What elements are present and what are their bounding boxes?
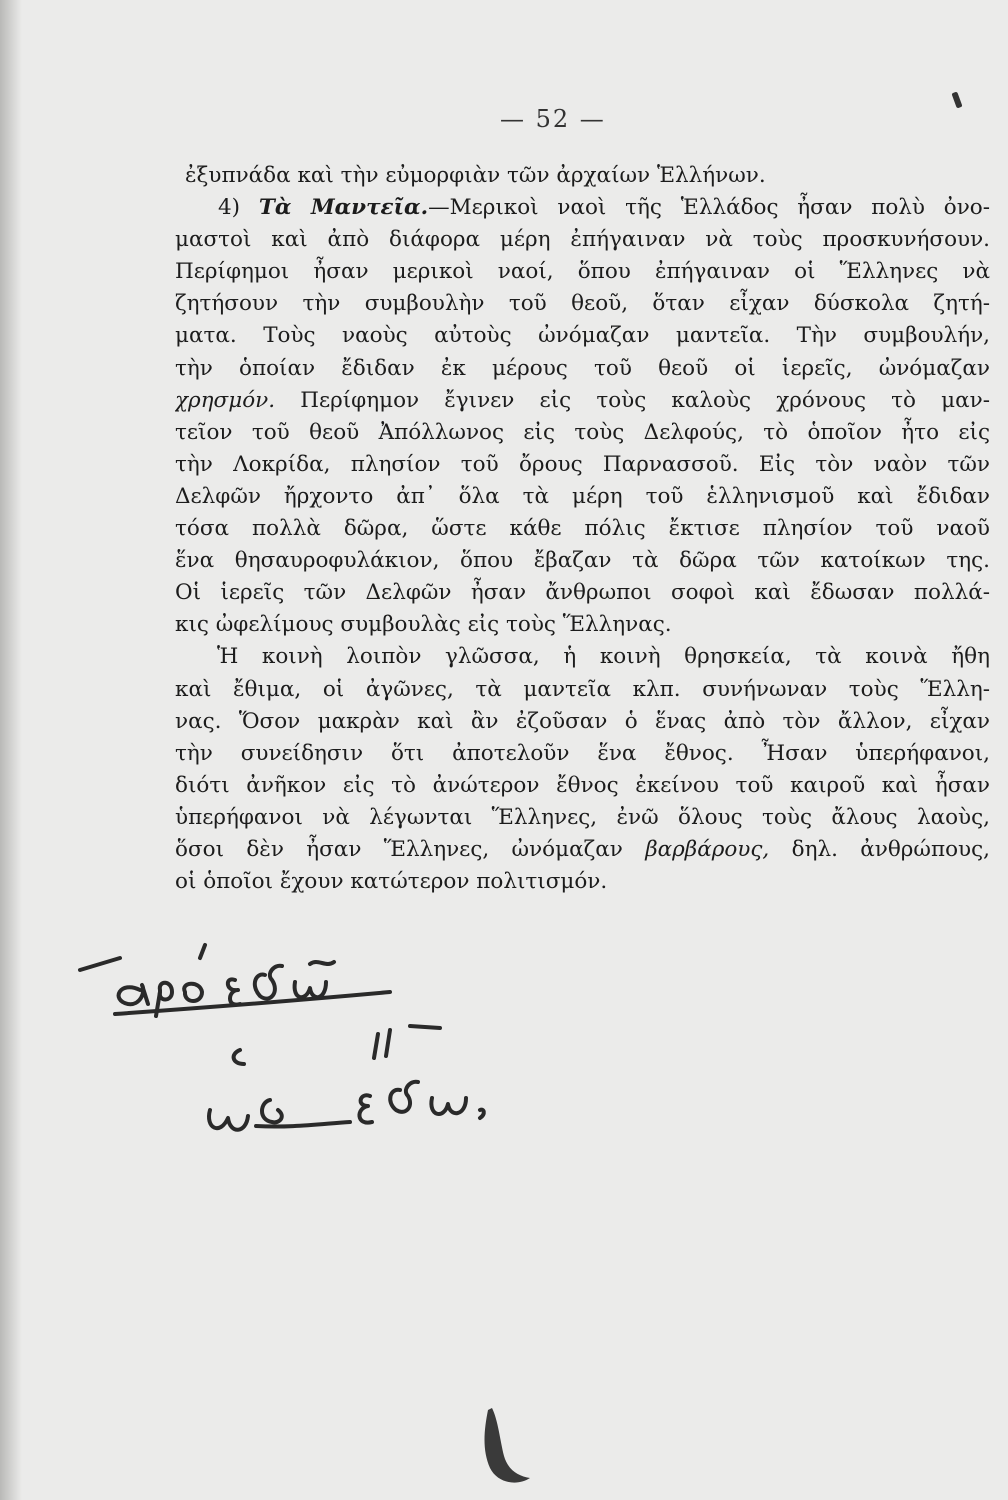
- text-span: Περίφημον ἔγινεν εἰς τοὺς καλοὺς χρόνους τὸ μαν-: [300, 387, 990, 413]
- page-number: — 52 —: [500, 105, 606, 133]
- text-line: ζητήσουν τὴν συμβουλὴν τοῦ θεοῦ, ὅταν εἶχαν δύσκολα ζητή-: [175, 291, 990, 317]
- ink-mark: [951, 91, 962, 108]
- text-span: δηλ. ἀνθρώπους,: [791, 836, 990, 862]
- text-line: ἐξυπνάδα καὶ τὴν εὐμορφιὰν τῶν ἀρχαίων Ἑλλήνων.: [185, 163, 766, 188]
- italic-term: βαρβάρους,: [645, 836, 770, 862]
- section-number: 4): [218, 195, 241, 221]
- section-title: Τὰ Μαντεῖα.: [258, 195, 429, 221]
- body-text: [175, 160, 990, 898]
- text-line: διότι ἀνῆκον εἰς τὸ ἀνώτερον ἔθνος ἐκείνου τοῦ καιροῦ καὶ ἦσαν: [175, 772, 990, 798]
- text-line: νας. Ὅσον μακρὰν καὶ ἂν ἐζοῦσαν ὁ ἕνας ἀπὸ τὸν ἄλλον, εἶχαν: [175, 708, 990, 734]
- section-heading-line: [175, 192, 990, 224]
- text-line: ὑπερήφανοι νὰ λέγωνται Ἕλληνες, ἐνῶ ὅλους τοὺς ἄλους λαοὺς,: [175, 804, 990, 830]
- ink-stain: [478, 1400, 538, 1490]
- text-line: Ἡ κοινὴ λοιπὸν γλῶσσα, ἡ κοινὴ θρησκεία, τὰ κοινὰ ἤθη: [217, 644, 990, 670]
- text-line: κις ὠφελίμους συμβουλὰς εἰς τοὺς Ἕλληνας.: [175, 612, 672, 638]
- text-line: τὴν Λοκρίδα, πλησίον τοῦ ὄρους Παρνασσοῦ. Εἰς τὸν ναὸν τῶν: [175, 451, 990, 477]
- text-line: Περίφημοι ἦσαν μερικοὶ ναοί, ὅπου ἐπήγαιναν οἱ Ἕλληνες νὰ: [175, 259, 990, 285]
- page-edge-shadow: [0, 0, 22, 1500]
- text-line: Δελφῶν ἤρχοντο ἀπ᾿ ὅλα τὰ μέρη τοῦ ἑλληνισμοῦ καὶ ἔδιδαν: [175, 483, 990, 509]
- text-line: τὴν ὁποίαν ἔδιδαν ἐκ μέρους τοῦ θεοῦ οἱ ἱερεῖς, ὠνόμαζαν: [175, 355, 990, 381]
- text-line: [175, 385, 990, 417]
- text-line: καὶ ἔθιμα, οἱ ἀγῶνες, τὰ μαντεῖα κλπ. συνήνωναν τοὺς Ἕλλη-: [175, 676, 990, 702]
- text-line: —Μερικοὶ ναοὶ τῆς Ἑλλάδος ἦσαν πολὺ ὀνο-: [428, 195, 990, 221]
- text-line: μαστοὶ καὶ ἀπὸ διάφορα μέρη ἐπήγαιναν νὰ τοὺς προσκυνήσουν.: [175, 227, 990, 253]
- text-span: ὅσοι δὲν ἦσαν Ἕλληνες, ὠνόμαζαν: [175, 836, 623, 862]
- text-line: ἕνα θησαυροφυλάκιον, ὅπου ἔβαζαν τὰ δῶρα τῶν κατοίκων της.: [175, 548, 990, 574]
- text-line: ματα. Τοὺς ναοὺς αὐτοὺς ὠνόμαζαν μαντεῖα. Τὴν συμβουλήν,: [175, 323, 990, 349]
- text-line: τεῖον τοῦ θεοῦ Ἀπόλλωνος εἰς τοὺς Δελφούς, τὸ ὁποῖον ἦτο εἰς: [175, 419, 990, 445]
- text-line: Οἱ ἱερεῖς τῶν Δελφῶν ἦσαν ἄνθρωποι σοφοὶ καὶ ἔδωσαν πολλά-: [175, 580, 990, 606]
- text-line: τὴν συνείδησιν ὅτι ἀποτελοῦν ἕνα ἔθνος. Ἦσαν ὑπερήφανοι,: [175, 740, 990, 766]
- text-line: [175, 834, 990, 866]
- italic-term: χρησμόν.: [175, 387, 276, 413]
- text-line: τόσα πολλὰ δῶρα, ὥστε κάθε πόλις ἔκτισε πλησίον τοῦ ναοῦ: [175, 516, 990, 542]
- text-line: οἱ ὁποῖοι ἔχουν κατώτερον πολιτισμόν.: [175, 869, 608, 895]
- handwritten-annotation: [60, 930, 540, 1160]
